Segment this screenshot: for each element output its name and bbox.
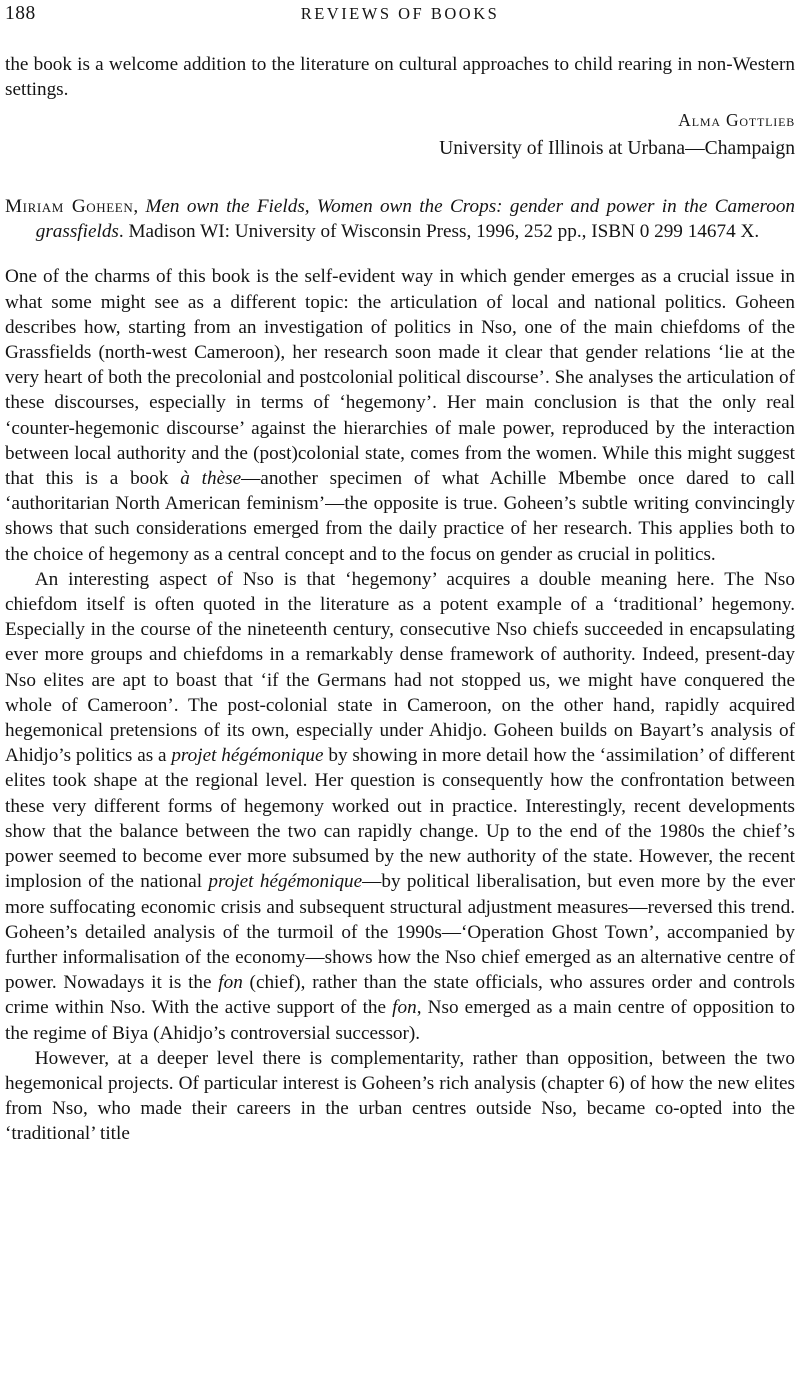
page-number: 188 [5,3,36,24]
review-body [5,264,795,1146]
review-paragraph: One of the charms of this book is the self-evident way in which gender emerges as a crucial issue in what some might see as a different topic: the articulation of local and national politics. Goheen describes how, starting from an investigation of politics in Nso, one of the main chiefdoms of the Grassfields (north-west Cameroon), her research soon made it clear that gender relations ‘lie at the very heart of both the precolonial and postcolonial political discourse’. She analyses the articulation of these discourses, especially in terms of ‘hegemony’. Her main conclusion is that the only real ‘counter-hegemonic discourse’ against the hierarchies of male power, reproduced by the interaction between local authority and the (post)colonial state, comes from the women. While this might suggest that this is a book à thèse—another specimen of what Achille Mbembe once dared to call ‘authoritarian North American feminism’—the opposite is true. Goheen’s subtle writing convincingly shows that such considerations emerged from the daily practice of her research. This applies both to the choice of hegemony as a central concept and to the focus on gender as crucial in politics. [5,266,795,565]
running-head: REVIEWS OF BOOKS [300,4,500,23]
book-citation: Miriam Goheen, Men own the Fields, Women own the Crops: gender and power in the Cameroon grassfields. Madison WI: University of Wisconsin Press, 1996, 252 pp., ISBN 0 299 14674 X. [5,196,796,243]
page-header [5,1,795,26]
reviewer-affiliation: University of Illinois at Urbana—Champaign [439,137,795,159]
reviewer-signature [5,108,795,161]
previous-review-closing: the book is a welcome addition to the literature on cultural approaches to child rearing in non-Western settings. [5,54,795,101]
reviewer-name: Alma Gottlieb [678,109,795,130]
review-paragraph: An interesting aspect of Nso is that ‘hegemony’ acquires a double meaning here. The Nso chiefdom itself is often quoted in the literature as a potent example of a ‘traditional’ hegemony. Especially in the course of the nineteenth century, consecutive Nso chiefs succeeded in encapsulating ever more groups and chiefdoms in a remarkably dense framework of authority. Indeed, present-day Nso elites are apt to boast that ‘if the Germans had not stopped us, we might have conquered the whole of Cameroon’. The post-colonial state in Cameroon, on the other hand, rapidly acquired hegemonical pretensions of its own, especially under Ahidjo. Goheen builds on Bayart’s analysis of Ahidjo’s politics as a projet hégémonique by showing in more detail how the ‘assimilation’ of different elites took shape at the regional level. Her question is consequently how the confrontation between these very different forms of hegemony worked out in practice. Interestingly, recent developments show that the balance between the two can rapidly change. Up to the end of the 1980s the chief’s power seemed to become ever more subsumed by the new authority of the state. However, the recent implosion of the national projet hégémonique—by political liberalisation, but even more by the ever more suffocating economic crisis and subsequent structural adjustment measures—reversed this trend. Goheen’s detailed analysis of the turmoil of the 1990s—‘Operation Ghost Town’, accompanied by further informalisation of the economy—shows how the Nso chief emerged as an alternative centre of power. Nowadays it is the fon (chief), rather than the state officials, who assures order and controls crime within Nso. With the active support of the fon, Nso emerged as a main centre of opposition to the regime of Biya (Ahidjo’s controversial successor). [5,568,796,1044]
review-paragraph: However, at a deeper level there is complementarity, rather than opposition, between the two hegemonical projects. Of particular interest is Goheen’s rich analysis (chapter 6) of how the new elites from Nso, who made their careers in the urban centres outside Nso, became co-opted into the ‘traditional’ title [5,1047,795,1145]
